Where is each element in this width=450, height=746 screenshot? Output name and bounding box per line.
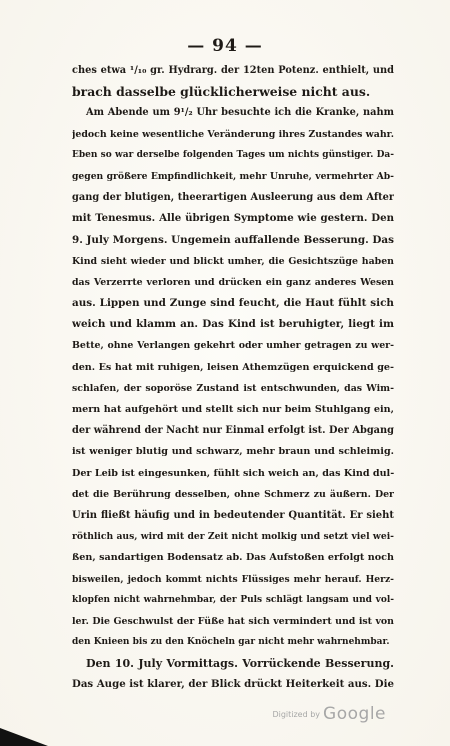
google-logo-text: Google (323, 704, 386, 724)
text-line: klopfen nicht wahrnehmbar, der Puls schlägt langsam und vol- (72, 594, 394, 605)
text-line: Eben so war derselbe folgenden Tages um nichts günstiger. Da- (72, 149, 394, 160)
page-number: — 94 — (187, 36, 263, 56)
text-line: ßen, sandartigen Bodensatz ab. Das Aufstoßen erfolgt noch (72, 552, 394, 564)
text-line: 9. July Morgens. Ungemein auffallende Besserung. Das (72, 233, 394, 246)
page-corner-mark (0, 728, 48, 746)
digitized-label: Digitized by (272, 710, 321, 719)
text-line: aus. Lippen und Zunge sind feucht, die Haut fühlt sich (72, 297, 394, 310)
text-line: ist weniger blutig und schwarz, mehr braun und schleimig. (72, 446, 394, 458)
google-watermark (272, 704, 386, 724)
text-line: ler. Die Geschwulst der Füße hat sich vermindert und ist von (72, 615, 394, 627)
text-line: Kind sieht wieder und blickt umher, die Gesichtszüge haben (72, 255, 394, 267)
text-line: Bette, ohne Verlangen gekehrt oder umher getragen zu wer- (72, 340, 394, 352)
text-line: schlafen, der soporöse Zustand ist entschwunden, das Wim- (72, 382, 394, 394)
text-line: ches etwa ¹/₁₀ gr. Hydrarg. der 12ten Potenz. enthielt, und (72, 65, 394, 76)
text-line: Urin fließt häufig und in bedeutender Quantität. Er sieht (72, 509, 394, 521)
text-line: bisweilen, jedoch kommt nichts Flüssiges mehr herauf. Herz- (72, 573, 394, 585)
text-line: Am Abende um 9¹/₂ Uhr besuchte ich die Kranke, nahm (86, 107, 394, 119)
text-line: gegen größere Empfindlichkeit, mehr Unruhe, vermehrter Ab- (72, 170, 394, 182)
text-line: gang der blutigen, theerartigen Ausleerung aus dem After (72, 192, 394, 204)
text-line: den Knieen bis zu den Knöcheln gar nicht mehr wahrnehmbar. (72, 637, 390, 648)
text-line: brach dasselbe glücklicherweise nicht aus. (72, 84, 371, 100)
text-line: röthlich aus, wird mit der Zeit nicht molkig und setzt viel wei- (72, 531, 394, 543)
text-line: Den 10. July Vormittags. Vorrückende Besserung. (86, 657, 394, 671)
text-line: det die Berührung desselben, ohne Schmerz zu äußern. Der (72, 488, 394, 500)
text-line: das Verzerrte verloren und drücken ein ganz anderes Wesen (72, 276, 394, 288)
text-line: Das Auge ist klarer, der Blick drückt Heiterkeit aus. Die (72, 678, 394, 691)
body-text (72, 60, 394, 696)
text-line: mern hat aufgehört und stellt sich nur beim Stuhlgang ein, (72, 404, 394, 415)
text-line: den. Es hat mit ruhigen, leisen Athemzügen erquickend ge- (72, 361, 394, 373)
text-line: weich und klamm an. Das Kind ist beruhigter, liegt im (72, 318, 394, 331)
text-line: der während der Nacht nur Einmal erfolgt ist. Der Abgang (72, 425, 394, 437)
text-line: jedoch keine wesentliche Veränderung ihres Zustandes wahr. (72, 128, 394, 140)
text-line: mit Tenesmus. Alle übrigen Symptome wie gestern. Den (72, 212, 394, 225)
text-line: Der Leib ist eingesunken, fühlt sich weich an, das Kind dul- (72, 467, 394, 479)
